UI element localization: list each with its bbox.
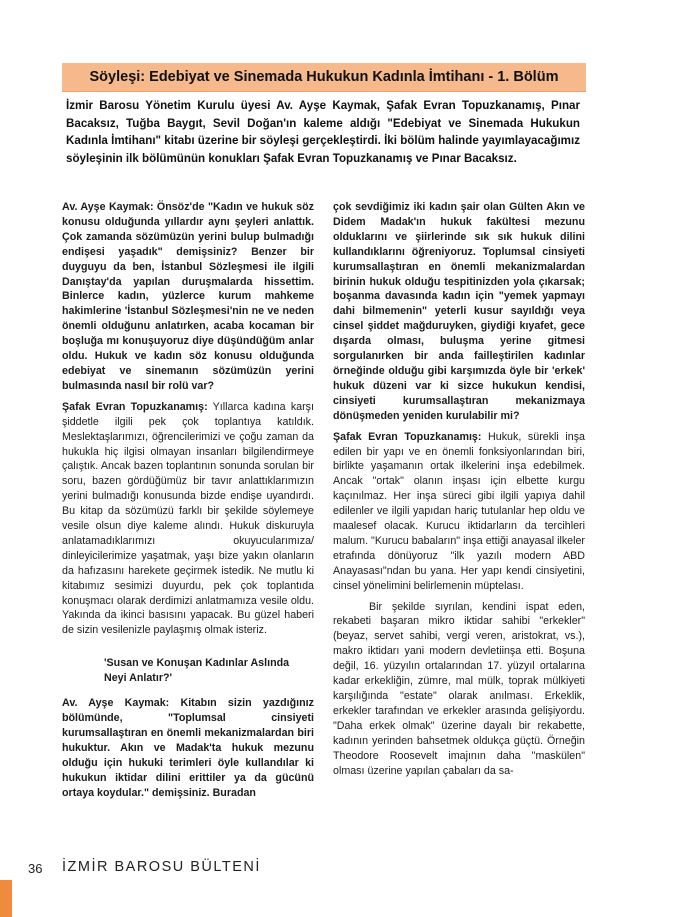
publication-name: İZMİR BAROSU BÜLTENİ [62, 859, 261, 875]
article-intro [66, 97, 580, 167]
speaker-label: Şafak Evran Topuzkanamış: [62, 400, 208, 413]
speaker-label: Av. Ayşe Kaymak: [62, 201, 154, 213]
answer-text: Hukuk, sürekli inşa edilen bir yapı ve en önemli fonksiyonlarından biri, birlikte yaşamanın ortak ilkelerini inşa edebilmek. Ancak "ortak" olanın inşası için elbette kurgu kaçınılmaz. Her inşa süreci gibi ilgili yapıya dahil edilenler ve ilgili yapıdan hariç tutulanlar hep oldu ve maalesef olacak. Kurucu iktidarların da tercihleri malum. "Kurucu babaların" inşa ettiği anayasal ilkeler etrafında dönüyoruz "ilk yazılı modern ABD Anayasası"ndan bu yana. Her yapı kendi cinsiyetini, cinsel yönelimini belirlemenin müptelası. [333, 430, 585, 592]
question-2 [62, 696, 314, 800]
left-column [62, 200, 314, 806]
question-2-continued: çok sevdiğimiz iki kadın şair olan Gülten Akın ve Didem Madak'ın hukuk fakültesi mezunu olduklarını ve şiirlerinde sık sık hukuk dilini kullandıklarını öğreniyoruz. Toplumsal cinsiyeti kurumsallaştıran en önemli mekanizmalardan birinin hukuk olduğu tespitinizden yola çıkarsak; boşanma davasında kadın için "yemek yapmayı dahi bilmemenin" yeterli kusur sayıldığı veya cinsel şiddet mağduruyken, giydiği kıyafet, gece dışarda olması, buluşma yerine gitmesi sorgulanırken bir anda failleştirilen kadınlar örneğinde olduğu gibi karşımızda öyle bir 'erkek' hukuk düzeni var ki sizce hukukun kendisi, cinsiyeti kurumsallaştıran mekanizmaya dönüşmeden yeniden kurulabilir mi? [333, 201, 585, 422]
answer-2-paragraph: Bir şekilde sıyrılan, kendini ispat eden, rekabeti başaran mikro iktidar sahibi "erkekler" (beyaz, servet sahibi, vergi veren, aristokrat, vs.), makro iktidarı yani modern devletiinşa etti. Boşuna değil, 16. yüzyılın ortalarından 17. yüzyıl ortalarına kadar erkekliğin, zümre, mal mülk, toprak mülkiyeti karşılığında "estate" olarak anılması. Erkeklik, erkekler tarafından ve erkekler arasında gelişiyordu. "Daha erkek olmak" üzerine dayalı bir rekabette, kadının yerinden bahsetmek oldukça güçtü. Örneğin Theodore Roosevelt imajının daha "maskülen" olması üzerine yapılan çabaları da sa- [333, 600, 585, 777]
speaker-label: Av. Ayşe Kaymak: [62, 697, 170, 710]
speaker-label: Şafak Evran Topuzkanamış: [333, 430, 482, 443]
right-column [333, 200, 585, 784]
question-1 [62, 200, 314, 394]
question-text: Önsöz'de "Kadın ve hukuk söz konusu olduğunda yıllardır aynı şeyleri anlattık. Çok zamanda sözümüzün yerini bulup bulmadığı endişesi yaşadık" demişsiniz? Benzer bir duyguyu da ben, İstanbul Sözleşmesi ile ilgili Danıştay'da yapılan duruşmalarda hissettim. Binlerce kadın, yüzlerce kurum mahkeme hakimlerine 'İstanbul Sözleşmesi'nin ne ve neden önemli olduğunu anlatırken, acaba kocaman bir boşluğa mı konuşuyoruz diye düşündüğüm anlar oldu. Hukuk ve kadın söz konusu olduğunda edebiyat ve sinemanın sözümüzün yerini bulmasında nasıl bir rolü var? [62, 201, 314, 392]
answer-1 [62, 400, 314, 639]
answer-text: Yıllarca kadına karşı şiddetle ilgili pek çok toplantıya katıldık. Meslektaşlarımızı, öğrencilerimizi ve çoğu zaman da hukukla hiç ilgisi olmayan insanları bilgilendirmeye çalıştık. Ancak bazen toplantının sonunda sorulan bir soru, bazen gördüğümüz bir tavır anlattıklarımızın yerini bulmadığı konusunda bizde endişe uyandırdı. Bu kitap da sözümüzü farklı bir şekilde söylemeye vesile olsun diye kaleme alındı. Hukuk diskuruyla anlatamadıklarımızı okuyucularımıza/ dinleyicilerimize yaşatmak, yaşı bize yakın olanların da hafızasını harekete geçirmek istedik. Ne mutlu ki kitabımız sesimizi duyurdu, pek çok toplantıda konuşmacı olarak derdimizi anlatmamıza vesile oldu. Yakında da ikinci basısını yapacak. Bu güzel haberi de sizin vesilenizle paylaşmış olmak isteriz. [62, 400, 314, 637]
question-text: Kitabın sizin yazdığınız bölümünde, "Toplumsal cinsiyeti kurumsallaştıran en önemli mekanizmalardan biri hukuktur. Akın ve Madak'ta hukuk mezunu olduğu için hukuki terimleri öyle kullandılar ki hukukun iktidar dilini erittiler ya da gücünü ortaya koydular." demişsiniz. Buradan [62, 697, 314, 799]
section-subheading: 'Susan ve Konuşan Kadınlar Aslında Neyi Anlatır?' [104, 657, 290, 685]
intro-paragraph: İzmir Barosu Yönetim Kurulu üyesi Av. Ayşe Kaymak, Şafak Evran Topuzkanamış, Pınar Bacaksız, Tuğba Baygıt, Sevil Doğan'ın kaleme aldığı "Edebiyat ve Sinemada Hukukun Kadınla İmtihanı" kitabı üzerine bir söyleşi gerçekleştirdi. İki bölüm halinde yayımlayacağımız söyleşinin ilk bölümünün konukları Şafak Evran Topuzkanamış ve Pınar Bacaksız. [66, 99, 580, 165]
page-number: 36 [28, 861, 43, 876]
answer-2 [333, 430, 585, 594]
article-title: Söyleşi: Edebiyat ve Sinemada Hukukun Kadınla İmtihanı - 1. Bölüm [62, 63, 586, 92]
footer-accent-bar [0, 880, 12, 917]
